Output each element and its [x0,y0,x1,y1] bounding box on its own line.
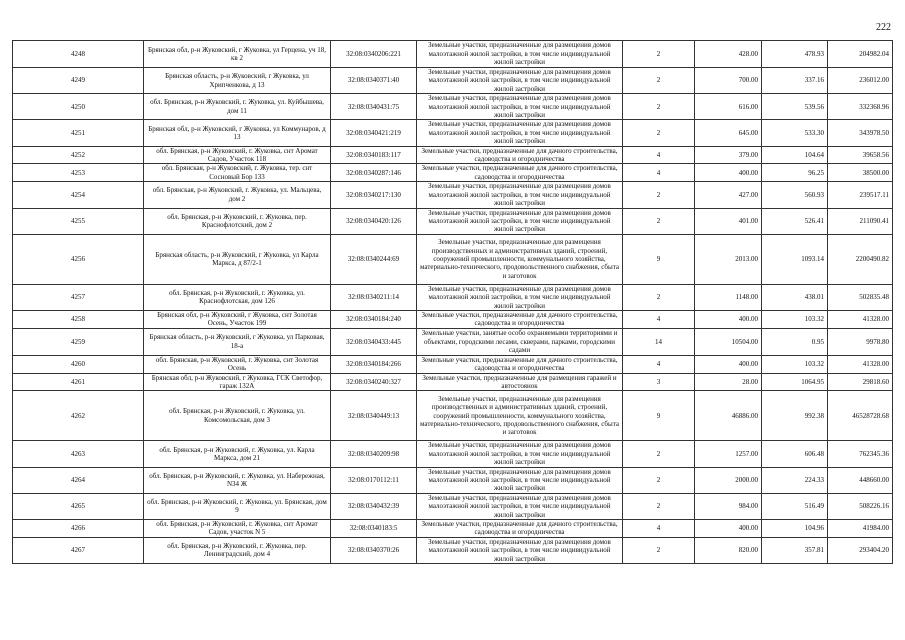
cadastral-value-cell: 9978.80 [828,328,893,355]
table-row [13,537,893,563]
group-cell: 2 [623,68,695,94]
address-cell: обл. Брянская, р-н Жуковский, г. Жуковка, снт Золотая Осень [144,355,331,373]
land-use-category-cell: Земельные участки, предназначенные для размещения домов малоэтажной жилой застройки, в том числе индивидуальной жилой застройки [417,537,623,563]
land-use-category-cell: Земельные участки, предназначенные для размещения гаражей и автостоянок [417,373,623,391]
registry-body [13,41,893,564]
cadastral-value-cell: 41328.00 [828,310,893,328]
group-cell: 2 [623,537,695,563]
row-number: 4256 [13,234,144,284]
specific-value-cell: 104.96 [762,520,828,538]
row-number: 4251 [13,120,144,146]
cadastral-number-cell: 32:08:0340211:14 [331,284,417,310]
specific-value-cell: 1093.14 [762,234,828,284]
row-number: 4257 [13,284,144,310]
row-number: 4258 [13,310,144,328]
table-row [13,391,893,441]
table-row [13,94,893,120]
cadastral-number-cell: 32:08:0340184:266 [331,355,417,373]
specific-value-cell: 438.01 [762,284,828,310]
table-row [13,120,893,146]
table-row [13,441,893,467]
group-cell: 4 [623,310,695,328]
cadastral-number-cell: 32:08:0340206:221 [331,41,417,68]
table-row [13,328,893,355]
row-number: 4267 [13,537,144,563]
land-use-category-cell: Земельные участки, занятые особо охраняемыми территориями и объектами, городскими лесами, скверами, парками, городскими садами [417,328,623,355]
specific-value-cell: 337.16 [762,68,828,94]
group-cell: 2 [623,467,695,493]
table-row [13,310,893,328]
cadastral-number-cell: 32:08:0340209:98 [331,441,417,467]
cadastral-number-cell: 32:08:0340183:5 [331,520,417,538]
area-cell: 428.00 [695,41,762,68]
address-cell: Брянская область, р-н Жуковский, г Жуковка, ул Парковая, 18-а [144,328,331,355]
page-number: 222 [876,22,891,33]
group-cell: 2 [623,208,695,234]
cadastral-value-cell: 236012.00 [828,68,893,94]
row-number: 4250 [13,94,144,120]
cadastral-number-cell: 32:08:0340432:39 [331,493,417,519]
group-cell: 3 [623,373,695,391]
area-cell: 427.00 [695,182,762,208]
specific-value-cell: 96.25 [762,164,828,182]
group-cell: 4 [623,520,695,538]
cadastral-number-cell: 32:08:0170112:11 [331,467,417,493]
area-cell: 2013.00 [695,234,762,284]
group-cell: 9 [623,234,695,284]
address-cell: обл. Брянская, р-н Жуковский, г. Жуковка, пер. Краснофлотский, дом 2 [144,208,331,234]
table-row [13,467,893,493]
address-cell: обл. Брянская, р-н Жуковский, г. Жуковка, ул. Мальцева, дом 2 [144,182,331,208]
cadastral-value-cell: 448660.00 [828,467,893,493]
row-number: 4254 [13,182,144,208]
row-number: 4260 [13,355,144,373]
cadastral-number-cell: 32:08:0340433:445 [331,328,417,355]
cadastral-number-cell: 32:08:0340421:219 [331,120,417,146]
cadastral-value-cell: 239517.11 [828,182,893,208]
cadastral-value-cell: 38500.00 [828,164,893,182]
address-cell: обл. Брянская, р-н Жуковский, г. Жуковка, ул. Краснофлотская, дом 126 [144,284,331,310]
address-cell: обл. Брянская, р-н Жуковский, г. Жуковка, ул. Комсомольская, дом 3 [144,391,331,441]
cadastral-number-cell: 32:08:0340217:130 [331,182,417,208]
group-cell: 9 [623,391,695,441]
table-row [13,493,893,519]
specific-value-cell: 992.38 [762,391,828,441]
address-cell: Брянская область, р-н Жуковский, г Жуковка, ул Карла Маркса, д 87/2-1 [144,234,331,284]
cadastral-value-cell: 41328.00 [828,355,893,373]
land-use-category-cell: Земельные участки, предназначенные для дачного строительства, садоводства и огородничества [417,355,623,373]
address-cell: Брянская обл, р-н Жуковский, г Жуковка, ГСК Светофор, гараж 132А [144,373,331,391]
address-cell: Брянская обл, р-н Жуковский, г Жуковка, снт Золотая Осень, Участок 199 [144,310,331,328]
row-number: 4252 [13,146,144,164]
area-cell: 700.00 [695,68,762,94]
row-number: 4248 [13,41,144,68]
land-use-category-cell: Земельные участки, предназначенные для размещения производственных и административных зданий, строений, сооружений промышленности, коммунального хозяйства, материально-технического, продовольственного снабжения, сбыта и заготовок [417,234,623,284]
land-use-category-cell: Земельные участки, предназначенные для дачного строительства, садоводства и огородничества [417,164,623,182]
land-use-category-cell: Земельные участки, предназначенные для дачного строительства, садоводства и огородничества [417,310,623,328]
row-number: 4265 [13,493,144,519]
area-cell: 400.00 [695,310,762,328]
group-cell: 2 [623,284,695,310]
specific-value-cell: 357.81 [762,537,828,563]
cadastral-value-cell: 293404.20 [828,537,893,563]
area-cell: 401.00 [695,208,762,234]
area-cell: 984.00 [695,493,762,519]
table-row [13,355,893,373]
table-row [13,41,893,68]
group-cell: 2 [623,120,695,146]
cadastral-value-cell: 41984.00 [828,520,893,538]
area-cell: 2000.00 [695,467,762,493]
land-use-category-cell: Земельные участки, предназначенные для размещения домов малоэтажной жилой застройки, в том числе индивидуальной жилой застройки [417,94,623,120]
address-cell: обл. Брянская, р-н Жуковский, г. Жуковка, ул. Брянская, дом 9 [144,493,331,519]
area-cell: 46886.00 [695,391,762,441]
cadastral-number-cell: 32:08:0340431:75 [331,94,417,120]
group-cell: 2 [623,493,695,519]
cadastral-number-cell: 32:08:0340184:240 [331,310,417,328]
cadastral-number-cell: 32:08:0340244:69 [331,234,417,284]
address-cell: Брянская обл, р-н Жуковский, г Жуковка, ул Коммунаров, д 13 [144,120,331,146]
cadastral-value-cell: 332368.96 [828,94,893,120]
table-row [13,146,893,164]
table-row [13,208,893,234]
cadastral-value-cell: 204982.04 [828,41,893,68]
land-use-category-cell: Земельные участки, предназначенные для размещения домов малоэтажной жилой застройки, в том числе индивидуальной жилой застройки [417,208,623,234]
area-cell: 400.00 [695,164,762,182]
row-number: 4261 [13,373,144,391]
row-number: 4266 [13,520,144,538]
specific-value-cell: 526.41 [762,208,828,234]
cadastral-number-cell: 32:08:0340371:40 [331,68,417,94]
address-cell: обл. Брянская, р-н Жуковский, г. Жуковка, ул. Карла Маркса, дом 21 [144,441,331,467]
cadastral-number-cell: 32:08:0340370:26 [331,537,417,563]
area-cell: 820.00 [695,537,762,563]
area-cell: 400.00 [695,520,762,538]
table-row [13,234,893,284]
table-row [13,68,893,94]
row-number: 4259 [13,328,144,355]
land-use-category-cell: Земельные участки, предназначенные для размещения домов малоэтажной жилой застройки, в том числе индивидуальной жилой застройки [417,120,623,146]
land-use-category-cell: Земельные участки, предназначенные для размещения домов малоэтажной жилой застройки, в том числе индивидуальной жилой застройки [417,467,623,493]
land-use-category-cell: Земельные участки, предназначенные для размещения домов малоэтажной жилой застройки, в том числе индивидуальной жилой застройки [417,493,623,519]
address-cell: Брянская область, р-н Жуковский, г Жуковка, ул Хрипченкова, д 13 [144,68,331,94]
row-number: 4253 [13,164,144,182]
specific-value-cell: 606.48 [762,441,828,467]
cadastral-value-cell: 343978.50 [828,120,893,146]
cadastral-value-cell: 46528728.68 [828,391,893,441]
address-cell: обл. Брянская, р-н Жуковский, г. Жуковка, снт Аромат Садов, Участок 118 [144,146,331,164]
specific-value-cell: 103.32 [762,355,828,373]
land-use-category-cell: Земельные участки, предназначенные для размещения производственных и административных зданий, строений, сооружений промышленности, коммунального хозяйства, материально-технического, продовольственного снабжения, сбыта и заготовок [417,391,623,441]
area-cell: 645.00 [695,120,762,146]
specific-value-cell: 478.93 [762,41,828,68]
group-cell: 4 [623,146,695,164]
group-cell: 4 [623,355,695,373]
land-use-category-cell: Земельные участки, предназначенные для размещения домов малоэтажной жилой застройки, в том числе индивидуальной жилой застройки [417,41,623,68]
address-cell: обл. Брянская, р-н Жуковский, г. Жуковка, ул. Набережная, N34 Ж [144,467,331,493]
address-cell: обл. Брянская, р-н Жуковский, г. Жуковка, пер. Ленинградский, дом 4 [144,537,331,563]
group-cell: 2 [623,182,695,208]
cadastral-value-cell: 29818.60 [828,373,893,391]
cadastral-value-cell: 211090.41 [828,208,893,234]
table-row [13,520,893,538]
table-row [13,373,893,391]
table-row [13,182,893,208]
area-cell: 379.00 [695,146,762,164]
land-use-category-cell: Земельные участки, предназначенные для размещения домов малоэтажной жилой застройки, в том числе индивидуальной жилой застройки [417,182,623,208]
row-number: 4263 [13,441,144,467]
group-cell: 4 [623,164,695,182]
specific-value-cell: 224.33 [762,467,828,493]
cadastral-number-cell: 32:08:0340183:117 [331,146,417,164]
row-number: 4255 [13,208,144,234]
area-cell: 1257.00 [695,441,762,467]
group-cell: 14 [623,328,695,355]
area-cell: 616.00 [695,94,762,120]
land-use-category-cell: Земельные участки, предназначенные для размещения домов малоэтажной жилой застройки, в том числе индивидуальной жилой застройки [417,441,623,467]
address-cell: Брянская обл, р-н Жуковский, г Жуковка, ул Герцена, уч 18, кв 2 [144,41,331,68]
table-row [13,164,893,182]
area-cell: 400.00 [695,355,762,373]
row-number: 4262 [13,391,144,441]
cadastral-value-cell: 39658.56 [828,146,893,164]
land-use-category-cell: Земельные участки, предназначенные для дачного строительства, садоводства и огородничества [417,146,623,164]
area-cell: 10504.00 [695,328,762,355]
land-use-category-cell: Земельные участки, предназначенные для размещения домов малоэтажной жилой застройки, в том числе индивидуальной жилой застройки [417,284,623,310]
group-cell: 2 [623,441,695,467]
specific-value-cell: 533.30 [762,120,828,146]
specific-value-cell: 516.49 [762,493,828,519]
row-number: 4249 [13,68,144,94]
land-use-category-cell: Земельные участки, предназначенные для дачного строительства, садоводства и огородничества [417,520,623,538]
address-cell: обл. Брянская, р-н Жуковский, г. Жуковка, тер. снт Сосновый Бор 133 [144,164,331,182]
cadastral-value-cell: 2200490.82 [828,234,893,284]
cadastral-number-cell: 32:08:0340240:327 [331,373,417,391]
cadastral-value-cell: 502835.48 [828,284,893,310]
land-registry-table [12,40,893,564]
cadastral-value-cell: 762345.36 [828,441,893,467]
group-cell: 2 [623,41,695,68]
specific-value-cell: 104.64 [762,146,828,164]
row-number: 4264 [13,467,144,493]
land-use-category-cell: Земельные участки, предназначенные для размещения домов малоэтажной жилой застройки, в том числе индивидуальной жилой застройки [417,68,623,94]
cadastral-number-cell: 32:08:0340287:146 [331,164,417,182]
area-cell: 28.00 [695,373,762,391]
address-cell: обл. Брянская, р-н Жуковский, г. Жуковка, ул. Куйбышева, дом 11 [144,94,331,120]
cadastral-number-cell: 32:08:0340420:126 [331,208,417,234]
cadastral-number-cell: 32:08:0340449:13 [331,391,417,441]
address-cell: обл. Брянская, р-н Жуковский, г. Жуковка, снт Аромат Садов, участок N 5 [144,520,331,538]
specific-value-cell: 0.95 [762,328,828,355]
group-cell: 2 [623,94,695,120]
specific-value-cell: 539.56 [762,94,828,120]
cadastral-value-cell: 508226.16 [828,493,893,519]
specific-value-cell: 103.32 [762,310,828,328]
area-cell: 1148.00 [695,284,762,310]
table-row [13,284,893,310]
specific-value-cell: 560.93 [762,182,828,208]
specific-value-cell: 1064.95 [762,373,828,391]
